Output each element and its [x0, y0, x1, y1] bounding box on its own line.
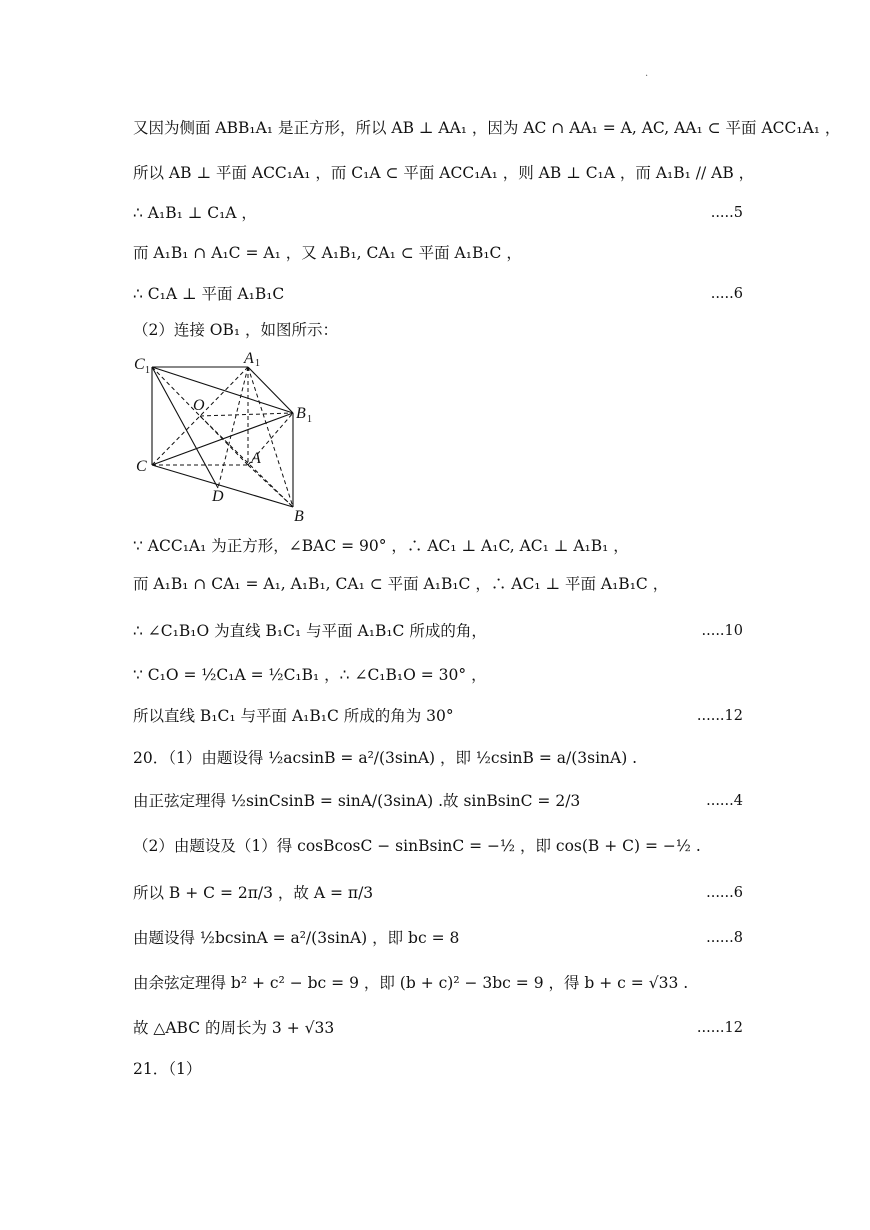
solution-line-5: [133, 281, 743, 307]
solution-line-7: [133, 533, 743, 559]
label-c1-sub: 1: [145, 365, 150, 376]
solution-line-19: [133, 1056, 743, 1082]
header-dot: .: [645, 68, 649, 79]
line-text: 20．（1）由题设得 ½acsinB = a²/(3sinA) ，即 ½csinB = a/(3sinA) .: [133, 749, 638, 767]
solution-line-14: [133, 833, 743, 859]
score-mark: ......12: [696, 708, 743, 724]
line-text: 所以直线 B₁C₁ 与平面 A₁B₁C 所成的角为 30°: [133, 707, 454, 725]
line-text: ∴ A₁B₁ ⊥ C₁A ，: [133, 204, 257, 222]
line-text: ∴ C₁A ⊥ 平面 A₁B₁C: [133, 285, 285, 303]
solution-line-13: [133, 788, 743, 814]
solution-line-1: [133, 115, 841, 141]
label-b1: B: [296, 405, 306, 422]
label-c: C: [136, 458, 147, 475]
score-mark: ......6: [706, 885, 743, 901]
solution-line-16: [133, 925, 743, 951]
line-text: ∵ ACC₁A₁ 为正方形，∠BAC = 90° ，∴ AC₁ ⊥ A₁C, AC₁ ⊥ A₁B₁ ，: [133, 537, 629, 555]
label-b1-sub: 1: [307, 414, 312, 425]
solution-line-3: [133, 200, 743, 226]
label-c1: C: [134, 356, 145, 373]
label-a: A: [251, 450, 261, 467]
solution-line-6: [133, 317, 743, 343]
solution-line-12: [133, 745, 743, 771]
line-text: 又因为侧面 ABB₁A₁ 是正方形，所以 AB ⊥ AA₁ ，因为 AC ∩ AA₁ = A, AC, AA₁ ⊂ 平面 ACC₁A₁ ，: [133, 119, 841, 137]
line-text: （2）由题设及（1）得 cosBcosC − sinBsinC = −½ ，即 cos(B + C) = −½ .: [133, 837, 701, 855]
score-mark: ......8: [706, 930, 743, 946]
solution-line-9: [133, 618, 743, 644]
line-text: ∵ C₁O = ½C₁A = ½C₁B₁ ，∴ ∠C₁B₁O = 30° ，: [133, 666, 487, 684]
solution-line-2: [133, 160, 755, 186]
solution-line-8: [133, 571, 743, 597]
line-text: 由题设得 ½bcsinA = a²/(3sinA) ，即 bc = 8: [133, 929, 460, 947]
score-mark: ......4: [706, 793, 743, 809]
dash-o-b1: [200, 413, 293, 416]
score-mark: .....10: [701, 623, 743, 639]
line-text: 由余弦定理得 b² + c² − bc = 9 ，即 (b + c)² − 3bc = 9 ，得 b + c = √33 .: [133, 974, 689, 992]
solution-line-4: [133, 240, 743, 266]
line-text: 所以 B + C = 2π/3 ，故 A = π/3: [133, 884, 374, 902]
line-text: （2）连接 OB₁ ，如图所示：: [133, 321, 339, 339]
prism-figure: [128, 350, 328, 525]
solution-line-11: [133, 703, 743, 729]
solution-line-15: [133, 880, 743, 906]
dash-a1-d: [218, 367, 248, 488]
solution-line-17: [133, 970, 743, 996]
label-o: O: [193, 397, 205, 414]
line-text: 故 △ABC 的周长为 3 + √33: [133, 1019, 335, 1037]
line-text: 所以 AB ⊥ 平面 ACC₁A₁ ，而 C₁A ⊂ 平面 ACC₁A₁ ，则 AB ⊥ C₁A ，而 A₁B₁ // AB ，: [133, 164, 755, 182]
score-mark: ......12: [696, 1020, 743, 1036]
line-text: 而 A₁B₁ ∩ CA₁ = A₁, A₁B₁, CA₁ ⊂ 平面 A₁B₁C ，∴ AC₁ ⊥ 平面 A₁B₁C ，: [133, 575, 669, 593]
score-mark: .....6: [710, 286, 743, 302]
label-a1-sub: 1: [255, 358, 260, 369]
label-d: D: [212, 488, 224, 505]
line-text: 而 A₁B₁ ∩ A₁C = A₁ ，又 A₁B₁, CA₁ ⊂ 平面 A₁B₁C ，: [133, 244, 522, 262]
line-text: 由正弦定理得 ½sinCsinB = sinA/(3sinA) .故 sinBsinC = 2/3: [133, 792, 581, 810]
solution-line-10: [133, 662, 743, 688]
label-b: B: [294, 508, 304, 525]
line-text: ∴ ∠C₁B₁O 为直线 B₁C₁ 与平面 A₁B₁C 所成的角，: [133, 622, 487, 640]
score-mark: .....5: [710, 205, 743, 221]
line-text: 21．（1）: [133, 1060, 202, 1078]
label-a1: A: [244, 350, 254, 367]
solution-line-18: [133, 1015, 743, 1041]
